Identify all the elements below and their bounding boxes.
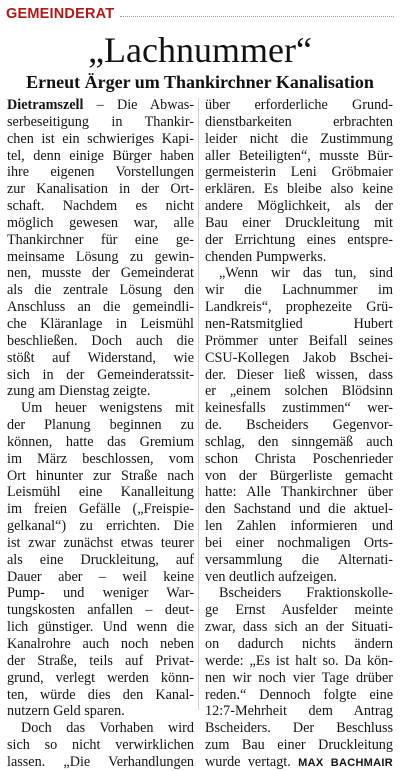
text-line: ven deutlich aufzeigen. (205, 568, 337, 585)
text-line: er „einem solchen Blödsinn (205, 383, 393, 400)
article-headline: „Lachnummer“ (88, 30, 312, 70)
text-line: im März beschlossen, vom (7, 450, 194, 467)
article-subheadline: Erneut Ärger um Thankirchner Kanalisation (26, 72, 374, 92)
text-line: Ort hinunter zur Straße nach (7, 467, 194, 484)
text-line: Kanalrohre auch noch neben (7, 636, 194, 652)
text-line: chenden Pumpwerks. (205, 248, 327, 265)
text-line: zwar, dass sich an der Situati- (205, 619, 393, 636)
text-line: dienstbarkeiten erbrachten (205, 113, 393, 130)
text-line: Doch das Vorhaben wird (21, 720, 194, 737)
text-line: im freien Gefälle („Freispie- (7, 501, 194, 518)
text-line: gelkanal“) zu errichten. Die (7, 518, 194, 535)
text-line: der Errichtung eines entspre- (205, 231, 393, 248)
text-line: on dadurch nichts ändern (205, 636, 393, 652)
text-line: sich in der Gemeinderatssit- (7, 366, 194, 383)
text-line: meinsame Lösung zu gewin- (7, 248, 194, 265)
text-line: 12:7-Mehrheit dem Antrag (205, 703, 393, 720)
section-header (6, 5, 394, 23)
text-line: ihre eigenen Vorstellungen (7, 164, 194, 181)
text-line: von der Bürgerliste gemacht (205, 467, 393, 484)
text-line: ge Ernst Ausfelder meinte (205, 602, 393, 619)
dateline: Dietramszell (7, 97, 84, 113)
text-line: zung am Dienstag zeigte. (7, 383, 151, 400)
text-line: tungskosten anfallen – deut- (7, 602, 194, 619)
text-line: wir die Lachnummer im (205, 282, 393, 299)
column-divider (198, 98, 199, 710)
text-line: ten, würde dies den Kanal- (7, 686, 194, 703)
text-line: Pump- und weniger War- (7, 585, 194, 602)
text-line: sich so nicht verwirklichen (7, 737, 194, 754)
text-line: Dauer aber – weil keine (7, 568, 194, 585)
text-line: nen-Ratsmitglied Hubert (205, 315, 393, 332)
text-line: den Sachstand und die aktuel- (205, 501, 393, 518)
text-line: Bau einer Druckleitung mit (205, 214, 393, 231)
text-line: serbeseitigung in Thankir- (7, 113, 194, 130)
text-line: erklären. Es bleibe also keine (205, 181, 393, 198)
text-line: lassen. „Die Verhandlungen (7, 753, 194, 770)
text-line: Anschluss an die gemeindli- (7, 299, 194, 316)
text-line: schon Christa Poschenrieder (205, 450, 393, 467)
text-line: „Wenn wir das tun, sind (219, 265, 393, 282)
dotted-rule (120, 16, 394, 17)
text-line: Thankirchner für eine ge- (7, 231, 194, 248)
text-line: reden.“ Dennoch folgte eine (205, 686, 393, 703)
text-line: keinesfalls zustimmen“ wer- (205, 400, 393, 417)
text-line: de. Bscheiders Gegenvor- (205, 417, 393, 434)
text-line: Landkreis“, prophezeite Grü- (205, 299, 393, 316)
text-line: nen, musste der Gemeinderat (7, 265, 194, 282)
right-column (205, 97, 393, 771)
section-rubric: GEMEINDERAT (6, 6, 115, 22)
text-line: grund, verlegt werden könn- (7, 669, 194, 686)
text-line: tel, denn einige Bürger haben (7, 147, 194, 164)
text-line: stößt auf Widerstand, wie (7, 349, 194, 366)
text-line: über erforderliche Grund- (205, 97, 393, 113)
text-line: CSU-Kollegen Jakob Bschei- (205, 349, 393, 366)
text-line: che Kläranlage in Leismühl (7, 315, 194, 332)
text-line: chen ist ein schwieriges Kapi- (7, 130, 194, 147)
text-line: nen wir noch vier Tage drüber (205, 669, 393, 686)
text-line: schlag, den sinngemäß auch (205, 433, 393, 450)
text-line (7, 97, 194, 114)
author-byline: MAX BACHMAIR (298, 756, 393, 769)
text-line: germeisterin Leni Gröbmaier (205, 164, 393, 181)
text-line: Bscheiders Fraktionskolle- (219, 585, 393, 602)
text-line: aller Beteiligten“, musste Bür- (205, 147, 393, 164)
text-line: Prömmer unter Beifall seines (205, 332, 393, 349)
text-line: leider nicht die Zustimmung (205, 130, 393, 147)
text-line: ist zwar zunächst etwas teurer (7, 534, 194, 551)
text-line: versammlung die Alternati- (205, 551, 393, 568)
text-line: lich günstiger. Und wenn die (7, 619, 194, 636)
text-line: der Planung beginnen zu (7, 417, 194, 434)
text-line: len Zahlen informieren und (205, 518, 393, 535)
text-line (205, 754, 393, 771)
text-line: werde: „Es ist halt so. Da kön- (205, 652, 393, 669)
text-line: andere Möglichkeit, als der (205, 198, 393, 215)
text-line: möglich gewesen war, alle (7, 214, 194, 231)
text-line: hatte: Alle Thankirchner über (205, 484, 393, 501)
text-line-content: – Die Abwas- (83, 97, 194, 113)
text-line: Leismühl eine Kanalleitung (7, 484, 194, 501)
text-line: schaft. Nachdem es nicht (7, 198, 194, 215)
text-line-content: wurde vertagt. (205, 753, 299, 770)
text-line: Um heuer wenigstens mit (21, 400, 194, 417)
text-line: als die zentrale Lösung den (7, 282, 194, 299)
text-line: beschließen. Doch auch die (7, 332, 194, 349)
text-line: nutzern Geld sparen. (7, 703, 125, 720)
text-line: der Straße, teils auf Privat- (7, 652, 194, 669)
text-line: zur Kanalisation in der Ort- (7, 181, 194, 198)
left-column (7, 97, 194, 771)
text-line: zum Bau einer Druckleitung (205, 737, 393, 754)
text-line: Bscheiders. Der Beschluss (205, 720, 393, 737)
text-line: als eine Druckleitung, auf (7, 551, 194, 568)
text-line: der. Dieser ließ wissen, dass (205, 366, 393, 383)
text-line: können, hatte das Gremium (7, 433, 194, 450)
text-line: bei einer nochmaligen Orts- (205, 534, 393, 551)
